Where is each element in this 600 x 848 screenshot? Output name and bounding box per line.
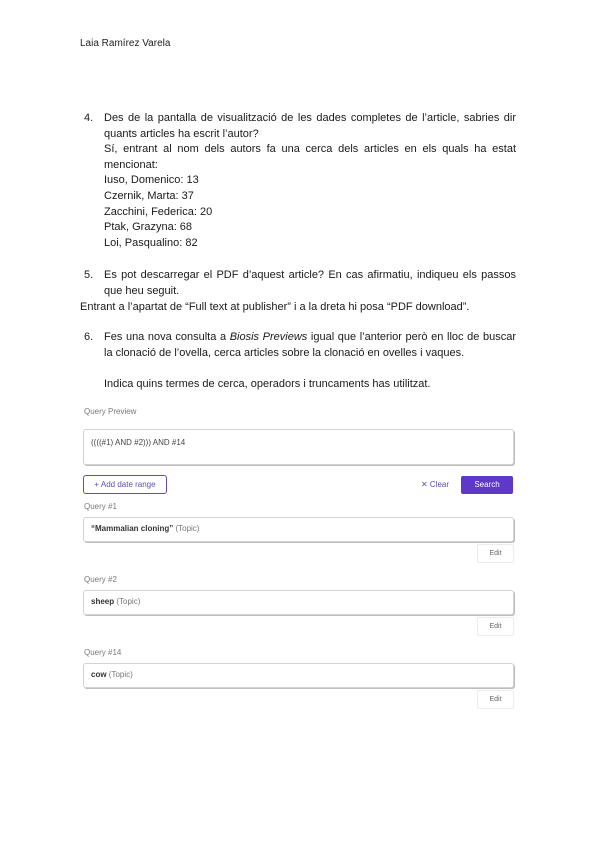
query-label: Query #2	[84, 575, 117, 584]
add-date-range-button[interactable]: + Add date range	[83, 475, 167, 494]
clear-button[interactable]: ✕ Clear	[421, 480, 450, 489]
query-row	[83, 517, 514, 542]
query-field: (Topic)	[175, 524, 200, 533]
question-5-text: Es pot descarregar el PDF d’aquest article? En cas afirmatiu, indiqueu els passos que heu seguit.	[104, 269, 516, 297]
query-term: cow	[91, 670, 107, 679]
query-term: “Mammalian cloning”	[91, 524, 174, 533]
question-6-text	[104, 330, 516, 361]
query-text	[91, 524, 199, 533]
author-count: Iuso, Domenico: 13	[104, 174, 199, 187]
query-term: sheep	[91, 597, 115, 606]
query-preview-box[interactable]	[83, 429, 514, 465]
edit-button[interactable]: Edit	[477, 617, 514, 636]
question-4	[84, 111, 516, 251]
query-row	[83, 590, 514, 615]
question-6-text-end: igual que l’anterior però en lloc de buscar la clonació de l’ovella, cerca articles sobre la clonació en ovelles i vaques.	[104, 331, 516, 359]
query-label: Query #14	[84, 648, 122, 657]
document-author: Laia Ramírez Varela	[80, 38, 171, 49]
author-count: Ptak, Grazyna: 68	[104, 221, 193, 234]
author-count: Loi, Pasqualino: 82	[104, 236, 198, 249]
question-6	[84, 330, 516, 392]
question-6-text-start: Fes una nova consulta a	[104, 331, 230, 343]
edit-button[interactable]: Edit	[477, 544, 514, 563]
query-field: (Topic)	[116, 597, 141, 606]
question-6-prompt: Indica quins termes de cerca, operadors i truncaments has utilitzat.	[104, 377, 431, 390]
author-count: Zacchini, Federica: 20	[104, 205, 213, 218]
question-5	[84, 268, 516, 299]
database-name: Biosis Previews	[229, 331, 308, 343]
question-4-number: 4.	[84, 112, 94, 124]
question-4-answer: Sí, entrant al nom dels autors fa una cerca dels articles en els quals ha estat mencionat:	[104, 143, 516, 171]
query-text	[91, 670, 133, 679]
question-5-answer: Entrant a l’apartat de “Full text at publisher” i a la dreta hi posa “PDF download”.	[80, 301, 470, 313]
query-field: (Topic)	[108, 670, 133, 679]
query-label: Query #1	[84, 502, 117, 511]
question-4-text: Des de la pantalla de visualització de les dades completes de l’article, sabries dir quants articles ha escrit l’autor?	[104, 112, 516, 140]
search-button[interactable]: Search	[461, 476, 513, 494]
query-text	[91, 597, 140, 606]
query-preview-label: Query Preview	[84, 407, 137, 416]
edit-button[interactable]: Edit	[477, 690, 514, 709]
question-6-number: 6.	[84, 331, 94, 343]
query-preview-value: ((((#1) AND #2))) AND #14	[91, 438, 186, 447]
author-count: Czernik, Marta: 37	[104, 189, 194, 202]
query-row	[83, 663, 514, 688]
question-5-number: 5.	[84, 269, 94, 281]
